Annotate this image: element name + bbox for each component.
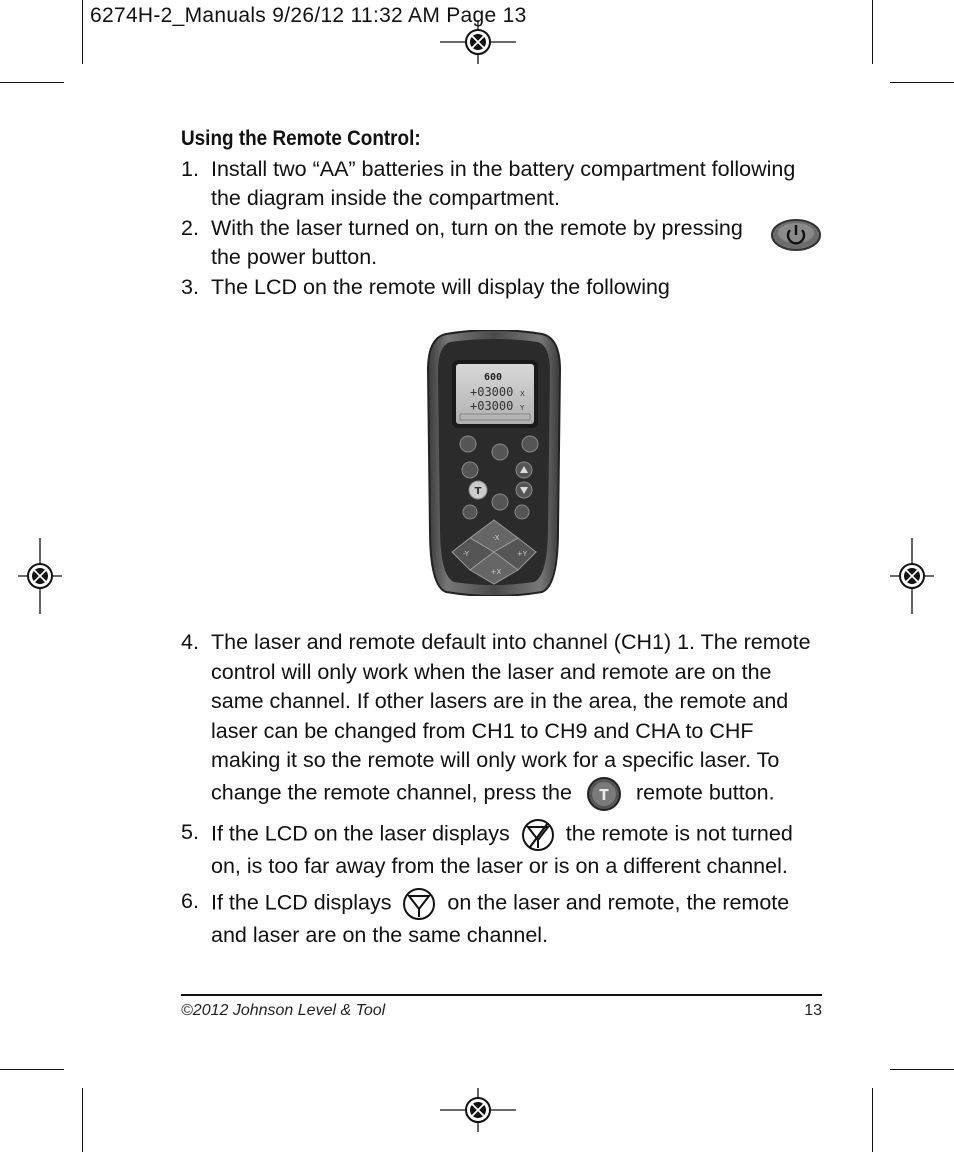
print-slug: 6274H-2_Manuals 9/26/12 11:32 AM Page 13 (90, 4, 527, 27)
channel-t-icon (584, 776, 624, 812)
lcd-line-3-axis: Y (520, 404, 525, 412)
step-2 (181, 214, 826, 273)
step-text: With the laser turned on, turn on the remote by pressing the power button. (211, 215, 743, 269)
step-number: 2. (181, 215, 199, 240)
remote-plus-y-label: +Y (516, 550, 528, 558)
step-text: remote button. (635, 780, 775, 805)
step-text: If the LCD on the laser displays (211, 821, 510, 846)
section-heading: Using the Remote Control: (181, 126, 421, 150)
crop-mark (872, 1088, 873, 1152)
lcd-line-2: +03000 (470, 385, 514, 399)
step-number: 6. (181, 889, 199, 913)
crop-mark (82, 1088, 83, 1152)
step-number: 3. (181, 274, 199, 299)
crop-mark (890, 82, 954, 83)
remote-minus-y-label: -Y (463, 550, 469, 558)
crop-mark (872, 0, 873, 64)
signal-ok-icon (401, 887, 437, 921)
crop-mark (82, 0, 83, 64)
crop-mark (0, 82, 64, 83)
step-number: 1. (181, 156, 199, 181)
remote-control-illustration (424, 330, 564, 596)
power-icon (770, 218, 822, 252)
lcd-line-2-axis: X (520, 390, 525, 398)
step-text: The LCD on the remote will display the following (211, 274, 670, 299)
step-text: the remote is not turned on, is too far away from the laser or is on a different channel. (211, 821, 793, 878)
step-1 (181, 155, 826, 214)
registration-mark-icon (18, 536, 62, 616)
step-4 (181, 628, 826, 812)
step-number: 4. (181, 630, 199, 654)
footer-copyright: ©2012 Johnson Level & Tool (181, 1002, 386, 1019)
crop-mark (890, 1069, 954, 1070)
step-6 (181, 887, 826, 951)
registration-mark-icon (890, 536, 934, 616)
crop-mark (0, 1069, 64, 1070)
lcd-line-1: 600 (484, 372, 503, 383)
signal-lost-icon (520, 818, 556, 852)
step-text: The laser and remote default into channel (CH1) 1. The remote control will only work when the laser and remote are on the same channel. If other lasers are in the area, the remote and laser can be changed from CH1 to CH9 and CHA to CHF making it so the remote will only work for a specific laser. To change the remote channel, press the (211, 630, 811, 805)
step-3 (181, 273, 826, 303)
footer-rule (181, 994, 822, 996)
step-number: 5. (181, 819, 199, 844)
remote-t-button-label: T (474, 486, 482, 497)
remote-minus-x-label: -X (492, 534, 500, 542)
registration-mark-icon (438, 1088, 518, 1132)
page-number: 13 (804, 1002, 822, 1019)
registration-mark-icon (438, 20, 518, 64)
step-text: Install two “AA” batteries in the battery compartment following the diagram inside the compartment. (211, 156, 796, 210)
step-text: on the laser and remote, the remote and laser are on the same channel. (211, 890, 790, 947)
step-5 (181, 818, 826, 882)
step-text: If the LCD displays (211, 890, 392, 915)
svg-text:T: T (599, 785, 609, 804)
lcd-line-3: +03000 (470, 399, 514, 413)
remote-plus-x-label: +X (490, 568, 502, 576)
